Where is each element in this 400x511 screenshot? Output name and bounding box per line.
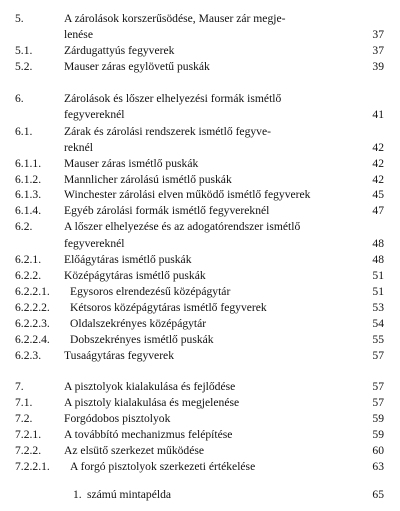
toc-entry-page: 59 <box>372 428 384 441</box>
toc-entry-number: 7.2.2. <box>15 444 42 457</box>
toc-entry <box>0 11 400 27</box>
toc-entry-title: fegyvereknél <box>64 237 125 250</box>
toc-entry-page: 45 <box>372 188 384 201</box>
toc-entry-number: 6. <box>15 92 24 105</box>
toc-entry-number: 6.2.2. <box>15 269 42 282</box>
toc-entry-number: 6.2.1. <box>15 253 42 266</box>
toc-entry-number: 7.2.2.1. <box>15 460 50 473</box>
toc-entry-page: 42 <box>372 141 384 154</box>
toc-entry-page: 42 <box>372 157 384 170</box>
toc-entry <box>0 348 400 364</box>
toc-entry <box>0 43 400 59</box>
toc-entry-number: 7.1. <box>15 396 33 409</box>
toc-entry-title: A lőszer elhelyezése és az adogatórendszer ismétlő <box>64 220 301 233</box>
toc-entry-title: Előágytáras ismétlő puskák <box>64 253 192 266</box>
toc-entry-number: 6.1. <box>15 125 33 138</box>
toc-entry <box>0 107 400 123</box>
toc-entry-title: reknél <box>64 141 93 154</box>
toc-entry <box>0 268 400 284</box>
toc-entry-title: Dobszekrényes ismétlő puskák <box>70 333 214 346</box>
toc-entry-number: 6.2.2.3. <box>15 317 50 330</box>
toc-entry-number: 6.1.3. <box>15 188 42 201</box>
toc-entry-page: 51 <box>372 269 384 282</box>
toc-entry-page: 53 <box>372 301 384 314</box>
toc-entry-title: számú mintapélda <box>87 488 172 501</box>
toc-entry-title: A pisztolyok kialakulása és fejlődése <box>64 380 236 393</box>
toc-entry-title: Zárak és zárolási rendszerek ismétlő fegyve- <box>64 125 271 138</box>
toc-entry <box>0 411 400 427</box>
toc-entry <box>0 459 400 475</box>
toc-entry-page: 65 <box>372 488 384 501</box>
toc-entry <box>0 187 400 203</box>
toc-entry-page: 55 <box>372 333 384 346</box>
toc-entry <box>0 91 400 107</box>
toc-entry-number: 6.2.3. <box>15 349 42 362</box>
toc-entry-number: 5.2. <box>15 60 33 73</box>
toc-entry-title: Oldalszekrényes középágytár <box>70 317 207 330</box>
toc-entry-number: 5.1. <box>15 44 33 57</box>
toc-entry <box>0 124 400 140</box>
toc-entry-page: 59 <box>372 412 384 425</box>
toc-entry <box>0 203 400 219</box>
toc-entry-number: 6.2.2.4. <box>15 333 50 346</box>
toc-entry-page: 39 <box>372 60 384 73</box>
toc-entry-title: A zárolások korszerűsödése, Mauser zár megje- <box>64 12 286 25</box>
toc-entry <box>0 332 400 348</box>
toc-entry <box>0 443 400 459</box>
toc-entry <box>0 140 400 156</box>
toc-entry-page: 37 <box>372 44 384 57</box>
toc-entry-title: Egyéb zárolási formák ismétlő fegyvereknél <box>64 204 270 217</box>
toc-entry <box>0 252 400 268</box>
toc-entry <box>0 236 400 252</box>
toc-entry <box>0 172 400 188</box>
toc-entry-title: Egysoros elrendezésű középágytár <box>70 285 231 298</box>
toc-entry-title: A továbbító mechanizmus felépítése <box>64 428 233 441</box>
toc-entry-page: 42 <box>372 173 384 186</box>
toc-entry <box>0 316 400 332</box>
toc-entry-page: 54 <box>372 317 384 330</box>
toc-entry-title: Zárdugattyús fegyverek <box>64 44 175 57</box>
toc-entry-title: A pisztoly kialakulása és megjelenése <box>64 396 240 409</box>
toc-entry-title: Az elsütő szerkezet működése <box>64 444 205 457</box>
toc-entry-title: fegyvereknél <box>64 108 125 121</box>
toc-entry-page: 57 <box>372 396 384 409</box>
toc-entry-title: Kétsoros középágytáras ismétlő fegyverek <box>70 301 267 314</box>
toc-entry <box>0 27 400 43</box>
toc-entry-number: 6.1.4. <box>15 204 42 217</box>
toc-entry-title: A forgó pisztolyok szerkezeti értékelése <box>70 460 256 473</box>
toc-entry-title: Tusaágytáras fegyverek <box>64 349 174 362</box>
toc-entry-title: Mauser záras ismétlő puskák <box>64 157 199 170</box>
toc-entry-title: Középágytáras ismétlő puskák <box>64 269 206 282</box>
toc-entry-title: Mauser záras egylövetű puskák <box>64 60 210 73</box>
toc-entry-title: Mannlicher zárolású ismétlő puskák <box>64 173 232 186</box>
toc-entry-number: 7.2. <box>15 412 33 425</box>
toc-entry-number: 5. <box>15 12 24 25</box>
toc-entry <box>0 379 400 395</box>
toc-entry-number: 6.2.2.1. <box>15 285 50 298</box>
toc-entry <box>0 156 400 172</box>
toc-entry-page: 51 <box>372 285 384 298</box>
toc-entry <box>0 395 400 411</box>
toc-entry-title: Winchester zárolási elven működő ismétlő fegyverek <box>64 188 311 201</box>
toc-entry-page: 48 <box>372 237 384 250</box>
toc-entry-number: 7.2.1. <box>15 428 42 441</box>
toc-entry-number: 6.2.2.2. <box>15 301 50 314</box>
toc-entry <box>0 59 400 75</box>
toc-entry-page: 57 <box>372 349 384 362</box>
toc-entry-number: 6.1.2. <box>15 173 42 186</box>
toc-entry <box>0 487 400 503</box>
toc-entry-page: 63 <box>372 460 384 473</box>
toc-entry-page: 57 <box>372 380 384 393</box>
toc-entry-title: Zárolások és lőszer elhelyezési formák ismétlő <box>64 92 282 105</box>
toc-entry <box>0 284 400 300</box>
toc-entry-page: 41 <box>372 108 384 121</box>
toc-entry <box>0 300 400 316</box>
toc-entry-title: lenése <box>64 28 93 41</box>
toc-entry-number: 6.1.1. <box>15 157 42 170</box>
toc-entry-number: 1. <box>73 488 82 501</box>
toc-entry-page: 60 <box>372 444 384 457</box>
toc-entry <box>0 219 400 235</box>
toc-entry-title: Forgódobos pisztolyok <box>64 412 171 425</box>
toc-entry-number: 7. <box>15 380 24 393</box>
toc-entry-page: 48 <box>372 253 384 266</box>
toc-entry-page: 37 <box>372 28 384 41</box>
toc-entry-page: 47 <box>372 204 384 217</box>
toc-entry-number: 6.2. <box>15 220 33 233</box>
toc-entry <box>0 427 400 443</box>
